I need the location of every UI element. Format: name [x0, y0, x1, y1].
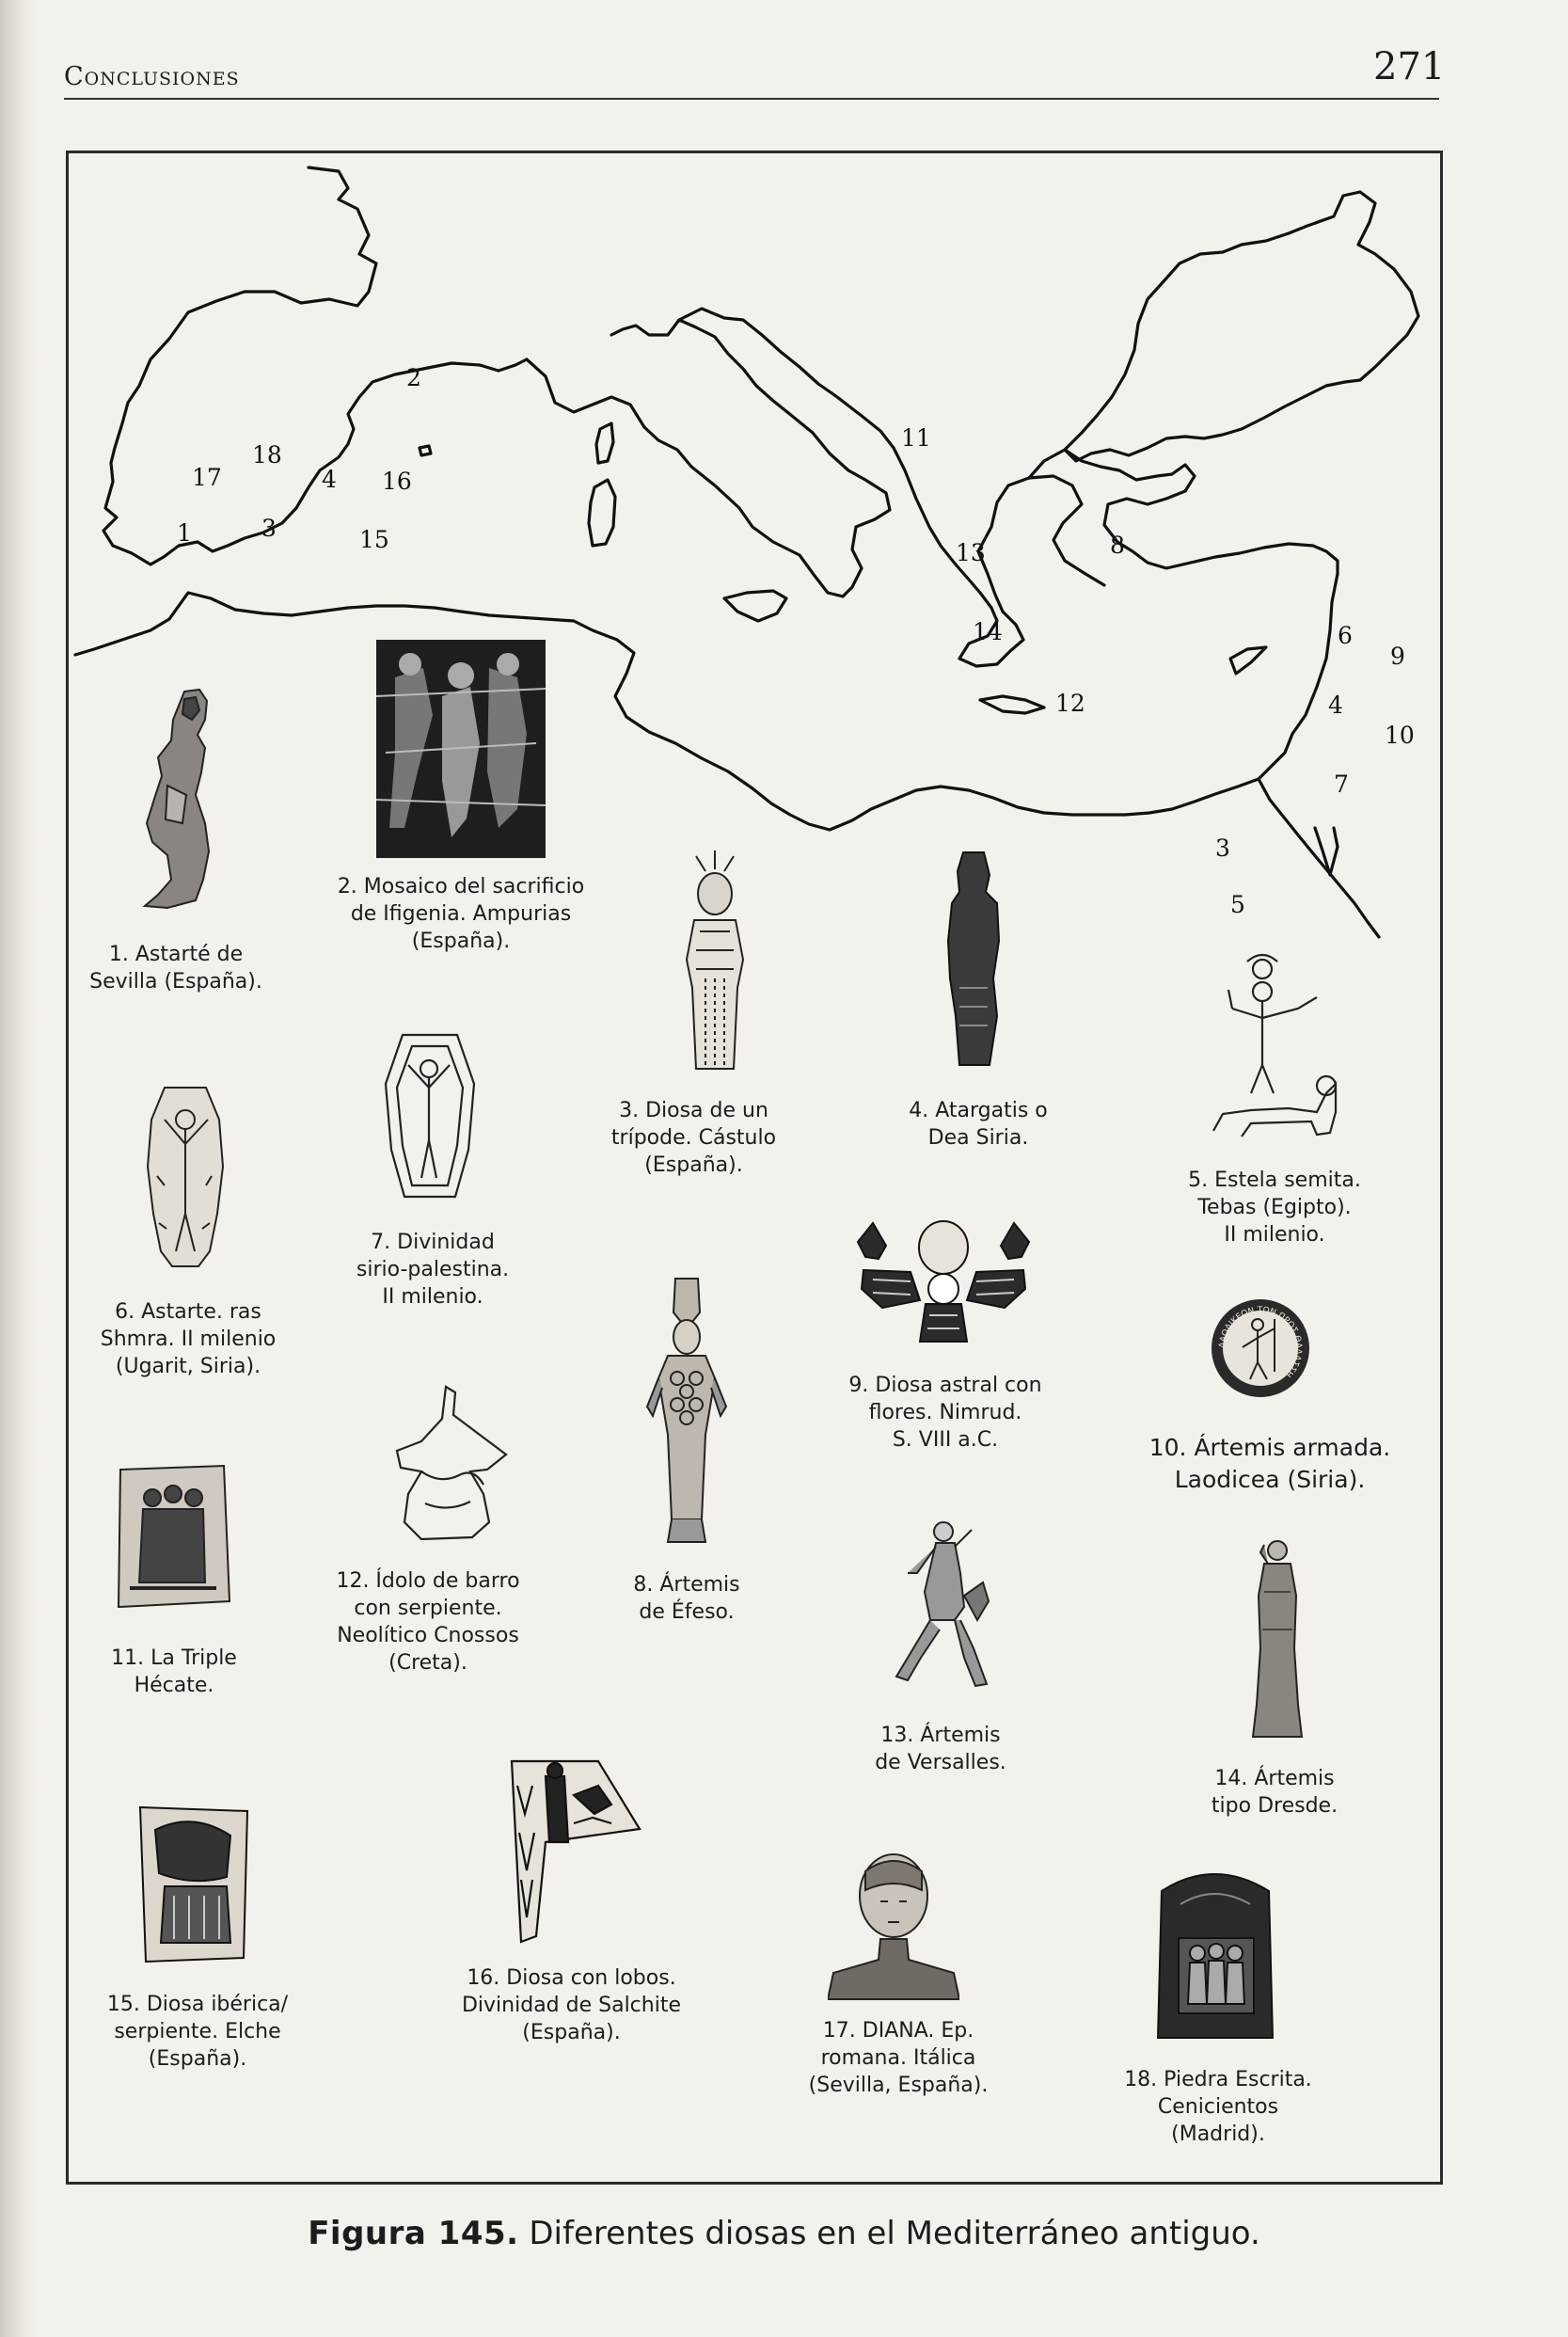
map-label-2: 2 — [406, 364, 421, 391]
caption-15 — [89, 1991, 306, 2073]
map-label-16: 16 — [382, 468, 412, 495]
caption-line: serpiente. Elche — [114, 2020, 281, 2043]
header-rule — [64, 98, 1439, 100]
caption-line: 17. DIANA. Ep. — [822, 2019, 974, 2043]
illustration-17 — [828, 1849, 959, 2001]
map-label-12: 12 — [1055, 690, 1085, 717]
illustration-13 — [889, 1517, 992, 1695]
caption-line: 18. Piedra Escrita. — [1124, 2068, 1312, 2091]
caption-16 — [447, 1964, 696, 2046]
caption-line: 10. Ártemis armada. — [1148, 1434, 1391, 1461]
map-label-3: 3 — [261, 515, 277, 542]
caption-line: de Ifigenia. Ampurias — [350, 902, 572, 926]
caption-line: de Versalles. — [875, 1751, 1006, 1774]
map-island-balearic — [420, 446, 431, 455]
page-edge-shadow — [0, 0, 38, 2337]
caption-line: (España). — [644, 1153, 743, 1177]
caption-line: (España). — [148, 2047, 247, 2071]
caption-line: 12. Ídolo de barro — [336, 1569, 520, 1593]
map-label-15: 15 — [359, 526, 389, 553]
caption-line: Dea Siria. — [927, 1126, 1029, 1150]
illustration-2 — [376, 640, 546, 858]
caption-8 — [602, 1571, 771, 1626]
map-coast-sinai — [1259, 779, 1379, 937]
caption-4 — [879, 1097, 1077, 1152]
running-head: Conclusiones — [64, 62, 240, 91]
map-island-cyprus — [1230, 647, 1266, 674]
caption-line: (Ugarit, Siria). — [115, 1355, 261, 1378]
caption-line: 1. Astarté de — [108, 943, 244, 966]
caption-line: 16. Diosa con lobos. — [467, 1966, 676, 1990]
map-label-17: 17 — [192, 464, 222, 491]
map-coast-iberia — [103, 167, 527, 564]
caption-6 — [85, 1298, 292, 1380]
caption-line: Shmra. II milenio — [100, 1327, 277, 1351]
map-label-11: 11 — [901, 424, 931, 452]
map-label-14: 14 — [973, 618, 1003, 645]
caption-2 — [325, 873, 597, 955]
coin-legend: ΛΑΟΔΙΚΕΩΝ ΤΩΝ ΠΡΟΣ ΘΑΛΑΣΣΗ — [1217, 1305, 1304, 1379]
caption-line: 15. Diosa ibérica/ — [106, 1993, 289, 2016]
caption-line: Divinidad de Salchite — [461, 1994, 681, 2017]
map-label-13: 13 — [956, 539, 986, 566]
map-label-8: 8 — [1110, 532, 1125, 559]
illustration-1 — [130, 682, 233, 917]
caption-line: romana. Itálica — [820, 2046, 976, 2070]
map-coast-blacksea — [1029, 192, 1418, 478]
illustration-7 — [374, 1027, 485, 1206]
illustration-18 — [1152, 1863, 1279, 2042]
caption-line: Tebas (Egipto). — [1197, 1196, 1352, 1219]
illustration-11 — [111, 1460, 233, 1613]
figure-text: Diferentes diosas en el Mediterráneo antiguo. — [518, 2215, 1260, 2252]
caption-line: 2. Mosaico del sacrificio — [337, 875, 585, 898]
caption-12 — [325, 1567, 531, 1677]
figure-label: Figura 145. — [308, 2215, 519, 2252]
map-island-sardinia — [589, 480, 615, 546]
map-coast-anatolia — [1065, 450, 1338, 574]
map-label-4: 4 — [322, 466, 337, 493]
caption-14 — [1185, 1765, 1364, 1820]
illustration-4 — [931, 847, 1016, 1073]
caption-line: Sevilla (España). — [89, 970, 262, 994]
caption-11 — [94, 1645, 254, 1699]
illustration-5 — [1195, 952, 1345, 1145]
caption-line: II milenio. — [1224, 1223, 1325, 1247]
map-label-3b: 3 — [1215, 835, 1230, 862]
caption-line: tipo Dresde. — [1211, 1794, 1338, 1818]
caption-18 — [1110, 2066, 1326, 2148]
illustration-12 — [393, 1381, 511, 1543]
map-label-5: 5 — [1230, 891, 1245, 918]
caption-5 — [1171, 1167, 1378, 1248]
caption-line: de Éfeso. — [639, 1600, 735, 1624]
map-coast-france-italy — [527, 320, 890, 596]
caption-line: Cenicientos — [1157, 2095, 1279, 2119]
caption-line: Laodicea (Siria). — [1174, 1466, 1366, 1493]
map-label-4b: 4 — [1328, 692, 1343, 719]
map-island-corsica — [596, 423, 613, 463]
illustration-14 — [1240, 1535, 1315, 1744]
caption-line: trípode. Cástulo — [610, 1126, 777, 1150]
map-label-6: 6 — [1338, 622, 1353, 649]
caption-1 — [87, 941, 265, 995]
caption-line: flores. Nimrud. — [868, 1401, 1022, 1424]
caption-line: 8. Ártemis — [633, 1573, 740, 1597]
caption-17 — [790, 2017, 1006, 2099]
caption-3 — [588, 1097, 800, 1179]
illustration-9 — [854, 1214, 1033, 1345]
caption-line: S. VIII a.C. — [892, 1428, 999, 1452]
map-coast-levant — [1259, 574, 1338, 779]
caption-13 — [851, 1722, 1030, 1776]
caption-line: Hécate. — [134, 1674, 214, 1697]
map-label-10: 10 — [1385, 722, 1415, 749]
caption-line: 3. Diosa de un — [619, 1099, 768, 1122]
caption-line: (España). — [411, 930, 511, 953]
caption-line: Neolítico Cnossos — [337, 1624, 519, 1647]
page-number: 271 — [1373, 45, 1446, 88]
caption-line: 9. Diosa astral con — [848, 1374, 1042, 1397]
caption-line: (Madrid). — [1171, 2122, 1265, 2146]
caption-9 — [832, 1372, 1058, 1454]
figure-caption — [0, 2215, 1568, 2252]
caption-line: (Sevilla, España). — [808, 2074, 989, 2097]
caption-line: (Creta). — [388, 1651, 467, 1675]
illustration-10-coin — [1209, 1296, 1312, 1400]
caption-line: con serpiente. — [354, 1597, 502, 1620]
caption-line: 4. Atargatis o — [909, 1099, 1048, 1122]
caption-line: 13. Ártemis — [880, 1724, 1001, 1747]
map-label-1: 1 — [177, 519, 192, 547]
caption-line: 5. Estela semita. — [1188, 1168, 1361, 1192]
caption-line: 11. La Triple — [111, 1646, 237, 1670]
caption-line: 6. Astarte. ras — [115, 1300, 261, 1324]
map-island-sicily — [724, 591, 786, 621]
caption-line: 14. Ártemis — [1214, 1767, 1335, 1790]
illustration-6 — [136, 1082, 235, 1270]
map-label-7: 7 — [1334, 771, 1349, 798]
caption-line: II milenio. — [382, 1285, 483, 1309]
illustration-8 — [640, 1275, 734, 1548]
caption-line: sirio-palestina. — [356, 1258, 510, 1281]
map-island-crete — [980, 696, 1044, 713]
caption-7 — [334, 1229, 531, 1311]
caption-line: 7. Divinidad — [371, 1231, 495, 1254]
illustration-3 — [668, 847, 762, 1077]
caption-line: (España). — [522, 2021, 621, 2044]
map-label-9: 9 — [1390, 643, 1405, 670]
caption-10 — [1124, 1432, 1416, 1496]
map-label-18: 18 — [252, 441, 282, 469]
illustration-16 — [508, 1757, 644, 1946]
illustration-15 — [136, 1802, 251, 1963]
